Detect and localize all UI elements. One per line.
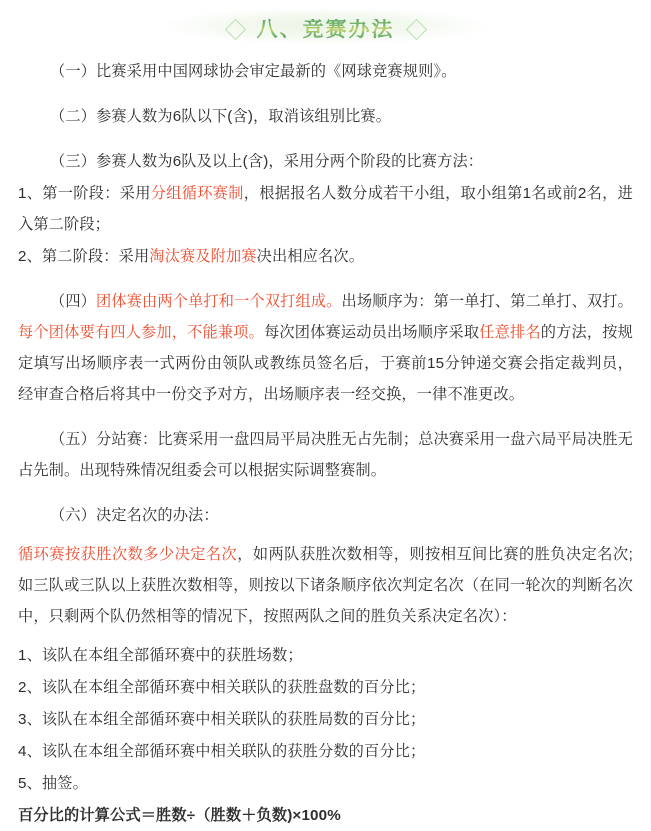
highlighted-text: 任意排名 xyxy=(479,324,541,341)
highlighted-text: 循环赛按获胜次数多少决定名次 xyxy=(18,546,238,563)
highlighted-text: 团体赛由两个单打和一个双打组成。 xyxy=(96,293,342,310)
paragraph-item-3-sub-2 xyxy=(18,241,633,272)
paragraph-item-6-intro xyxy=(18,539,633,632)
highlighted-text: 每个团体要有四人参加，不能兼项。 xyxy=(18,324,265,341)
section-title-text: 八、竞赛办法 xyxy=(256,17,395,41)
diamond-icon xyxy=(405,18,426,39)
paragraph-item-3-sub-1 xyxy=(18,178,633,240)
paragraph-item-3-heading: （三）参赛人数为6队及以上(含)，采用分两个阶段的比赛方法： xyxy=(50,153,484,170)
text-run: 出场顺序为：第一单打、第二单打、双打。 xyxy=(341,293,633,310)
diamond-icon xyxy=(224,18,245,39)
paragraph-item-1: （一）比赛采用中国网球协会审定最新的《网球竞赛规则》。 xyxy=(50,63,457,80)
list-item: 2、该队在本组全部循环赛中相关联队的获胜盘数的百分比； xyxy=(18,679,426,696)
text-run: ，根据报名人数分成若干小组，取小组第1名或前2名，进入第二阶段； xyxy=(18,185,633,233)
paragraph-item-5: （五）分站赛：比赛采用一盘四局平局决胜无占先制；总决赛采用一盘六局平局决胜无占先制。出现特殊情况组委会可以根据实际调整赛制。 xyxy=(18,431,633,479)
text-run: ，如两队获胜次数相等，则按相互间比赛的胜负决定名次;如三队或三队以上获胜次数相等，则按以下诸条顺序依次判定名次（在同一轮次的判断名次中，只剩两个队仍然相等的情况下，按照两队之间的胜负关系决定名次）： xyxy=(18,546,633,625)
section-title xyxy=(0,0,651,52)
document-body xyxy=(0,52,651,831)
text-run: （四） xyxy=(50,293,97,310)
percentage-formula: 百分比的计算公式＝胜数÷（胜数＋负数)×100% xyxy=(18,807,341,824)
text-run: 2、第二阶段：采用 xyxy=(18,248,150,265)
list-item: 3、该队在本组全部循环赛中相关联队的获胜局数的百分比； xyxy=(18,711,426,728)
paragraph-item-2: （二）参赛人数为6队以下(含)，取消该组别比赛。 xyxy=(50,108,392,125)
list-item: 4、该队在本组全部循环赛中相关联队的获胜分数的百分比； xyxy=(18,743,426,760)
text-run: 每次团体赛运动员出场顺序采取 xyxy=(264,324,480,341)
list-item: 1、该队在本组全部循环赛中的获胜场数； xyxy=(18,647,303,664)
text-run: 决出相应名次。 xyxy=(256,248,365,265)
highlighted-text: 分组循环赛制 xyxy=(150,185,244,202)
highlighted-text: 淘汰赛及附加赛 xyxy=(149,248,257,265)
text-run: 1、第一阶段：采用 xyxy=(18,185,151,202)
list-item: 5、抽签。 xyxy=(18,775,88,792)
text-run: 的方法，按规定填写出场顺序表一式两份由领队或教练员签名后，于赛前15分钟递交赛会指定裁判员，经审查合格后将其中一份交予对方，出场顺序表一经交换，一律不准更改。 xyxy=(18,324,634,403)
paragraph-item-6-heading: （六）决定名次的办法： xyxy=(50,507,219,524)
paragraph-item-4 xyxy=(18,286,633,410)
